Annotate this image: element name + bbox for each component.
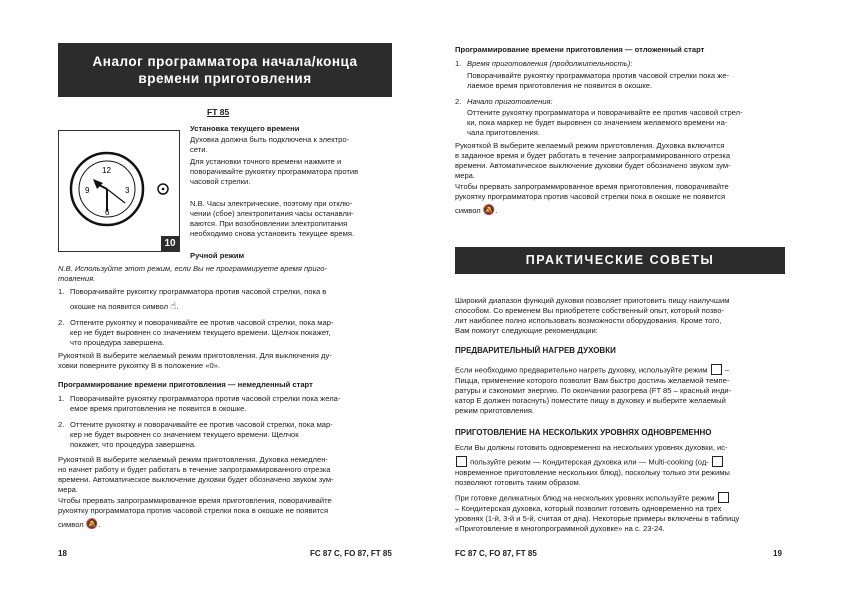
clock-num-12: 12 — [102, 166, 111, 175]
figure-number: 10 — [161, 236, 179, 251]
prog-delayed-after-6-row: символ 🔕. — [455, 205, 498, 216]
prog-immediate-after-6: символ — [58, 520, 84, 529]
pastry-mode-icon — [718, 492, 729, 503]
multilevel2-1: – Кондитерская духовка, который позволит готовить одновременно на трех — [455, 504, 722, 513]
set-time-nb-1: чении (сбое) электропитания часы останавли- — [190, 209, 354, 218]
clock-figure — [58, 130, 180, 252]
clock-num-6: 6 — [105, 208, 110, 217]
manual-item2-1: кер не будет выровнен со значением текущего времени. Щелчок покажет, — [70, 328, 331, 337]
right-page-number: 19 — [773, 549, 782, 558]
prog-immediate-item1-0: Поворачивайте рукоятку программатора против часовой стрелки пока жела- — [70, 394, 341, 403]
prog-delayed-after-0: Рукояткой B выберите желаемый режим приготовления. Духовка включится — [455, 141, 725, 150]
manual-heading: Ручной режим — [190, 251, 245, 260]
right-page — [421, 0, 842, 595]
prog-immediate-after-3: мера. — [58, 485, 79, 494]
preheat-2: ратуры и сэкономит энергию. По окончании разогрева (FT 85 – красный инди- — [455, 386, 732, 395]
left-banner-line2: времени приготовления — [138, 71, 312, 86]
manual-item1-number: 1. — [58, 287, 65, 296]
manual-item2-number: 2. — [58, 318, 65, 327]
multilevel-heading: ПРИГОТОВЛЕНИЕ НА НЕСКОЛЬКИХ УРОВНЯХ ОДНОВРЕМЕННО — [455, 428, 712, 437]
intro-1: способом. Со временем Вы приобретете собственный опыт, который позво- — [455, 306, 725, 315]
set-time-p2-2: часовой стрелки. — [190, 177, 251, 186]
set-time-nb-2: ваются. При возобновлении электропитания — [190, 219, 348, 228]
multilevel-3: позволяют готовить таким образом. — [455, 478, 581, 487]
preheat-1: Пицца, применение которого позволит Вам быстро достичь желаемой темпе- — [455, 376, 730, 385]
manual-item2-0: Отпените рукоятку и поворачивайте ее против часовой стрелки, пока мар- — [70, 318, 334, 327]
multilevel-2: новременное приготовление нескольких блюд), поскольку только эти режимы — [455, 468, 730, 477]
multilevel-1-row — [455, 457, 724, 468]
prog-immediate-item2-0: Оттените рукоятку и поворачивайте ее против часовой стрелки, пока мар- — [70, 420, 333, 429]
manual-item2-2: что процедура завершена. — [70, 338, 165, 347]
pizza-mode-icon — [711, 364, 722, 375]
preheat-0-row: Если необходимо предварительно нагреть духовку, используйте режим – — [455, 365, 729, 375]
multilevel2-0-row — [455, 493, 730, 504]
manual-nb-1: товления. — [58, 274, 96, 283]
prog-delayed-item1-1: лаемое время приготовления не появится в окошке. — [467, 81, 653, 90]
multilevel-0: Если Вы должны готовить одновременно на нескольких уровнях духовки, ис- — [455, 443, 728, 452]
set-time-nb-3: необходимо снова установить текущее время. — [190, 229, 355, 238]
left-page-number: 18 — [58, 549, 67, 558]
prog-delayed-item2-0: Оттените рукоятку программатора и поворачивайте ее против часовой стрел- — [467, 108, 743, 117]
prog-immediate-after-1: но начнет работу и будет работать в течение запрограммированного отрезка — [58, 465, 331, 474]
left-footer-models: FC 87 C, FO 87, FT 85 — [310, 549, 392, 558]
prog-immediate-heading: Программирование времени приготовления — немедленный старт — [58, 380, 313, 389]
prog-immediate-after-0: Рукояткой B выберите желаемый режим приготовления. Духовка немедлен- — [58, 455, 328, 464]
multilevel2-2: уровнях (1-й, 3-й и 5-й, считая от дна). Некоторые примеры включены в таблицу — [455, 514, 740, 523]
prog-delayed-after-1: в заданное время и будет работать в течение запрограммированного отрезка — [455, 151, 731, 160]
bell-off-icon: 🔕 — [85, 519, 99, 530]
prog-delayed-item2-number: 2. — [455, 97, 462, 106]
preheat-4: режим приготовления. — [455, 406, 535, 415]
manual-after-1: ховки поверните рукоятку B в положение «0». — [58, 361, 220, 370]
prog-immediate-after-6-row: символ 🔕. — [58, 519, 101, 530]
multilevel2-0: При готовке деликатных блюд на нескольких уровнях используйте режим — [455, 493, 715, 503]
clock-num-9: 9 — [85, 186, 90, 195]
preheat-3: катор E должен погаснуть) поместите пищу в духовку и выберите желаемый — [455, 396, 726, 405]
prog-immediate-item1-1: емое время приготовления не появится в окошке. — [70, 404, 247, 413]
prog-immediate-item2-1: кер не будет выровнен со значением текущего времени. Щелчок — [70, 430, 299, 439]
set-time-p2-1: поворачивайте рукоятку программатора против — [190, 167, 359, 176]
left-banner-line1: Аналог программатора начала/конца — [92, 54, 358, 69]
bell-off-icon: 🔕 — [482, 205, 496, 216]
manual-nb-0: N.B. Используйте этот режим, если Вы не программируете время приго- — [58, 264, 328, 273]
left-banner — [58, 43, 392, 97]
prog-immediate-item2-2: покажет, что процедура завершена. — [70, 440, 197, 449]
right-footer-models: FC 87 C, FO 87, FT 85 — [455, 549, 537, 558]
prog-immediate-after-4: Чтобы прервать запрограммированное время приготовления, поворачивайте — [58, 496, 332, 505]
prog-immediate-item2-number: 2. — [58, 420, 65, 429]
prog-delayed-after-6: символ — [455, 206, 481, 215]
set-time-p1-1: сети. — [190, 145, 208, 154]
manual-after-0: Рукояткой B выберите желаемый режим приготовления. Для выключения ду- — [58, 351, 332, 360]
intro-2: лит наиболее полно использовать возможности оборудования. Кроме того, — [455, 316, 722, 325]
multilevel-1: пользуйте режим — Кондитерская духовка или — Multi-cooking (од- — [470, 457, 709, 467]
pastry-mode-icon — [456, 456, 467, 467]
prog-delayed-item2-1: ки, пока маркер не будет выровнен со значением желаемого времени на- — [467, 118, 728, 127]
preheat-heading: ПРЕДВАРИТЕЛЬНЫЙ НАГРЕВ ДУХОВКИ — [455, 346, 616, 355]
set-time-p2-0: Для установки точного времени нажмите и — [190, 157, 342, 166]
prog-delayed-after-3: мера. — [455, 171, 476, 180]
prog-immediate-after-5: рукоятку программатора против часовой стрелки пока в окошке не появится — [58, 506, 329, 515]
set-time-p1-0: Духовка должна быть подключена к электро- — [190, 135, 350, 144]
multilevel2-3: «Приготовление в многопрограммной духовке» на с. 23-24. — [455, 524, 665, 533]
prog-delayed-item2-title: Начало приготовления: — [467, 97, 553, 106]
prog-delayed-heading: Программирование времени приготовления — отложенный старт — [455, 45, 705, 54]
manual-item1-1-row: окошке на появится символ ☝. — [70, 301, 179, 312]
hand-icon: ☝ — [170, 301, 177, 312]
prog-delayed-after-4: Чтобы прервать запрограммированное время приготовления, поворачивайте — [455, 182, 729, 191]
clock-num-3: 3 — [125, 186, 130, 195]
prog-delayed-item1-title: Время приготовления (продолжительность): — [467, 59, 633, 68]
multicooking-mode-icon — [712, 456, 723, 467]
prog-delayed-after-5: рукоятку программатора против часовой стрелки пока в окошке не появится — [455, 192, 726, 201]
clock-icon — [59, 131, 179, 251]
model-title: FT 85 — [207, 107, 230, 117]
manual-item1-0: Поворачивайте рукоятку программатора против часовой стрелки, пока в — [70, 287, 327, 296]
prog-delayed-item2-2: чала приготовления. — [467, 128, 540, 137]
intro-3: Вам помогут следующие рекомендации: — [455, 326, 598, 335]
set-time-nb-0: N.B. Часы электрические, поэтому при отклю- — [190, 199, 353, 208]
prog-delayed-item1-0: Поворачивайте рукоятку программатора против часовой стрелки пока же- — [467, 71, 730, 80]
manual-item1-1: окошке на появится символ — [70, 302, 169, 311]
intro-0: Широкий диапазон функций духовки позволяет приготовить пищу наилучшим — [455, 296, 730, 305]
set-time-heading: Установка текущего времени — [190, 124, 300, 133]
prog-delayed-after-2: времени. Автоматическое выключение духовки будет обозначено звуком зум- — [455, 161, 731, 170]
prog-immediate-after-2: времени. Автоматическое выключение духовки будет обозначено звуком зум- — [58, 475, 334, 484]
preheat-0: Если необходимо предварительно нагреть духовку, используйте режим — [455, 365, 708, 375]
prog-delayed-item1-number: 1. — [455, 59, 462, 68]
prog-immediate-item1-number: 1. — [58, 394, 65, 403]
right-banner: ПРАКТИЧЕСКИЕ СОВЕТЫ — [455, 247, 785, 274]
